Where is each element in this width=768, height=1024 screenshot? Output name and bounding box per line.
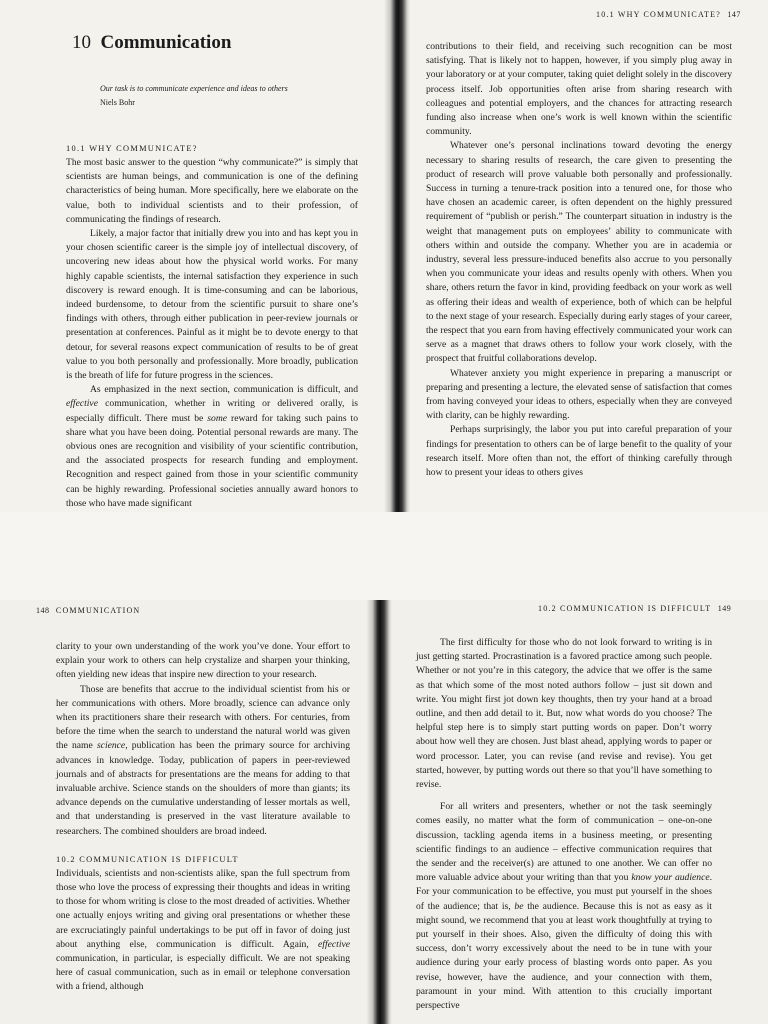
running-head: 10.1 WHY COMMUNICATE? 147 (596, 10, 741, 19)
page-149 (392, 600, 768, 1024)
paragraph: The most basic answer to the question “why communicate?” is simply that scientists are human beings, and communication is one of the defining characteristics of being human. More specifically, here we elaborate on the value, both to individual scientists and to their profession, of communicating the findings of research. (66, 157, 358, 225)
page-148 (0, 600, 366, 1024)
paragraph: Whatever anxiety you might experience in preparing a manuscript or preparing and presenting a lecture, the elevated sense of satisfaction that comes from having conveyed your ideas to others, especially when they are conveyed with clarity, can be highly rewarding. (426, 367, 732, 422)
page-number: 147 (727, 10, 741, 19)
running-head: 148 COMMUNICATION (36, 606, 141, 615)
paragraph: For all writers and presenters, whether or not the task seemingly comes easily, no matter what the form of communication – one-on-one discussion, tackling agenda items in a business meeting, or presenting scientific findings to an audience – effective communication requires that the sender and the receiver(s) are attuned to one another. We can offer no more valuable advice about your writing than that you know your audience. For your communication to be effective, you must put yourself in the shoes of the audience; that is, be the audience. Because this is not as easy as it might sound, we recommend that you at least work thoughtfully at trying to put yourself in their shoes. Also, given the difficulty of doing this with success, don’t worry excessively about the need to be in tune with your audience during your early process of blasting words onto paper. As you revise, however, have the audience, and your connection with them, paramount in your mind. With attention to this crucially important perspective (416, 801, 712, 1012)
page-147-body (426, 40, 732, 480)
spread-pages-148-149 (0, 600, 768, 1024)
epigraph-quote: Our task is to communicate experience and ideas to others (100, 84, 288, 93)
scan-gap (0, 512, 768, 600)
book-gutter-shadow (366, 600, 392, 1024)
paragraph: Likely, a major factor that initially drew you into and has kept you in your chosen scientific career is the simple joy of intellectual discovery, of uncovering new ideas about how the physical world works. For many highly capable scientists, the internal satisfaction they experience in such discovery is reward enough. It is time-consuming and can be laborious, indeed burdensome, to detour from the scientific pursuit to share one’s findings with others, through either publication in peer-review journals or presentation at conferences. Painful as it might be to devote energy to that detour, for several reasons expect communication of results to be of great value to you both personally and professionally. More broadly, publication is the breath of life for future progress in the sciences. (66, 228, 358, 382)
paragraph: contributions to their field, and receiving such recognition can be most satisfying. That is likely not to happen, however, if you simply plug away in your laboratory or at your computer, taking quiet delight solely in the discovery process itself. Job opportunities often arise from sharing research with colleagues and potential employers, and the chances for attracting research funding also increase when one’s work is well known within the scientific community. (426, 41, 732, 138)
paragraph: The first difficulty for those who do not look forward to writing is in just getting started. Procrastination is a favored practice among such people. Whether or not you’re in this category, the advice that we offer is the same as that which some of the most noted authors follow – just sit down and write. You might first jot down key thoughts, then try your hand at a broad outline, and then add detail to it. But, now what words do you choose? The helpful step here is to simply start putting words on paper. Don’t worry about how well they are chosen. Just blast ahead, applying words to paper or word processor. Later, you can revise (and revise and revise). You get started, however, by putting words out there so that you’ll have something to revise. (416, 637, 712, 791)
paragraph: Individuals, scientists and non-scientists alike, span the full spectrum from those who love the process of expressing their thoughts and ideas in writing to those for whom writing is close to the most dreaded of activities. Whether one actually enjoys writing and giving oral presentations or whether these are excruciatingly painful undertakings to be put off in favor of doing just about anything else, communication is difficult. Again, effective communication, in particular, is especially difficult. We are not speaking here of casual communication, such as in email or telephone conversation with a friend, although (56, 867, 350, 993)
page-146-body (66, 142, 358, 511)
paragraph: Those are benefits that accrue to the individual scientist from his or her communications with others. More broadly, science can advance only when its practitioners share their research with others. For centuries, from before the time when the search to understand the natural world was given the name science, publication has been the primary source for archiving advances in knowledge. Today, publication of papers in peer-reviewed journals and of abstracts for presentations are the means for adding to that invaluable archive. Science stands on the shoulders of more than giants; its advance depends on the cumulative understanding of lesser mortals as well, and that understanding is preserved in the vast literature available to researchers. The combined shoulders are broad indeed. (56, 683, 350, 837)
chapter-heading (72, 32, 231, 54)
paragraph: As emphasized in the next section, communication is difficult, and effective communication, whether in writing or delivered orally, is especially difficult. There must be some reward for taking such pains to share what you have been doing. Potential personal rewards are many. The obvious ones are recognition and visibility of your scientific contribution, and the associated prospects for research funding and employment. Recognition and respect gained from those in your scientific community can be highly rewarding. Professional societies annually award honors to those who have made significant (66, 384, 358, 509)
paragraph: Perhaps surprisingly, the labor you put into careful preparation of your findings for presentation to others can be of large benefit to the quality of your research itself. More often than not, the effort of thinking carefully through how to present your ideas to others gives (426, 424, 732, 479)
section-heading-10-2: 10.2 COMMUNICATION IS DIFFICULT (56, 854, 239, 864)
page-number: 149 (717, 604, 732, 613)
chapter-title: Communication (100, 32, 232, 53)
paragraph: Whatever one’s personal inclinations toward devoting the energy necessary to sharing results of research, the care given to presenting the product of research will prove valuable both personally and professionally. Success in turning a tenure-track position into a tenured one, for those who have chosen an academic career, is often dependent on the highly pressured requirement of “publish or perish.” The counterpart situation in industry is the weight that management puts on employees’ ability to communicate with others within and outside the company. Whether you are in academia or industry, several less pressure-induced benefits also accrue to you personally when you communicate your ideas and results openly with others. When you share, others return the favor in kind, providing feedback on your work as well as offering their ideas and wealth of experience, both of which can be helpful to the next stage of your research. Especially during early stages of your career, the respect that you earn from having effectively communicated your work can serve as a magnet that draws others to follow your work closely, with the prospect that fruitful collaborations develop. (426, 140, 732, 365)
paragraph: clarity to your own understanding of the work you’ve done. Your effort to explain your work to others can help crystalize and sharpen your thinking, often yielding new ideas that inspire new direction to your research. (56, 641, 350, 681)
book-gutter-shadow (384, 0, 410, 512)
page-number: 148 (36, 606, 50, 615)
running-head: 10.2 COMMUNICATION IS DIFFICULT 149 (538, 604, 732, 613)
chapter-number: 10 (72, 32, 91, 53)
section-heading-10-1: 10.1 WHY COMMUNICATE? (66, 144, 198, 153)
page-149-body (416, 636, 712, 1013)
page-146 (0, 0, 386, 512)
epigraph-author: Niels Bohr (100, 98, 135, 107)
page-148-body (56, 640, 350, 995)
page-147 (410, 0, 768, 512)
